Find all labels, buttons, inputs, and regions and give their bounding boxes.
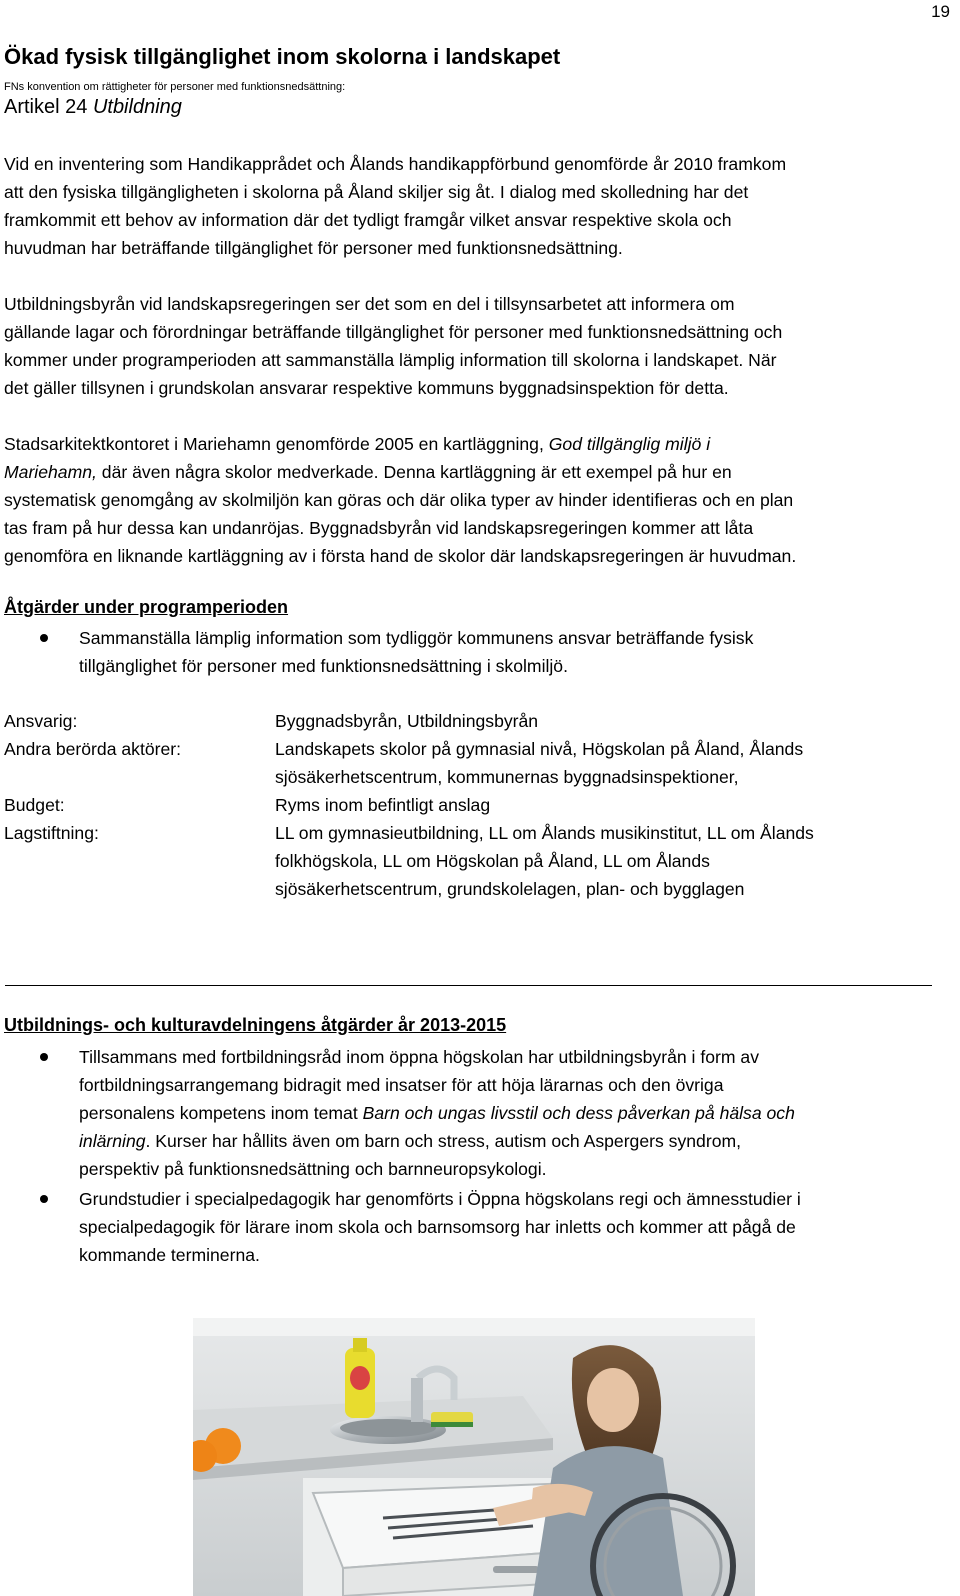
responsibility-table [4, 707, 944, 903]
text-line: Vid en inventering som Handikapprådet och Ålands handikappförbund genomförde år 2010 framkom [4, 154, 787, 174]
text-run: Stadsarkitektkontoret i Mariehamn genomförde 2005 en kartläggning, [4, 434, 549, 454]
paragraph-supervision [4, 290, 944, 402]
andra-label: Andra berörda aktörer: [4, 739, 182, 759]
list-item [0, 1185, 950, 1269]
kitchen-photo-illustration [193, 1318, 755, 1596]
text-line: fortbildningsarrangemang bidragit med insatser för att höja lärarnas och den övriga [79, 1075, 724, 1095]
text-line: folkhögskola, LL om Högskolan på Åland, LL om Ålands [275, 851, 710, 871]
measures-heading: Åtgärder under programperioden [4, 597, 289, 617]
text-line [79, 1127, 950, 1155]
text-line: sjösäkerhetscentrum, kommunernas byggnadsinspektioner, [275, 767, 739, 787]
dept-measures-list [0, 1043, 950, 1269]
text-run: där även några skolor medverkade. Denna kartläggning är ett exempel på hur en [96, 462, 732, 482]
row-andra [4, 735, 944, 791]
text-italic: Mariehamn, [4, 462, 97, 482]
list-item [0, 624, 950, 680]
budget-label: Budget: [4, 795, 65, 815]
page-title: Ökad fysisk tillgänglighet inom skolorna i landskapet [4, 44, 561, 69]
measures-list [0, 624, 950, 680]
article-line [4, 96, 182, 119]
article-prefix: Artikel 24 [4, 96, 93, 118]
text-line: sjösäkerhetscentrum, grundskolelagen, plan- och bygglagen [275, 879, 745, 899]
row-ansvarig [4, 707, 944, 735]
dept-heading: Utbildnings- och kulturavdelningens åtgärder år 2013-2015 [4, 1015, 507, 1035]
list-item [0, 1043, 950, 1183]
text-line: huvudman har beträffande tillgänglighet för personer med funktionsnedsättning. [4, 238, 623, 258]
text-line: Landskapets skolor på gymnasial nivå, Högskolan på Åland, Ålands [275, 739, 804, 759]
text-line: tas fram på hur dessa kan undanröjas. Byggnadsbyrån vid landskapsregeringen kommer att låta [4, 518, 754, 538]
text-line: tillgänglighet för personer med funktionsnedsättning i skolmiljö. [79, 656, 568, 676]
text-line: perspektiv på funktionsnedsättning och barnneuropsykologi. [79, 1159, 547, 1179]
paragraph-mapping [4, 430, 944, 570]
text-line [4, 458, 944, 486]
text-line: kommande terminerna. [79, 1245, 260, 1265]
text-line: Grundstudier i specialpedagogik har genomförts i Öppna högskolans regi och ämnesstudier i [79, 1189, 801, 1209]
text-run: personalens kompetens inom temat [79, 1103, 363, 1123]
text-italic: God tillgänglig miljö i [548, 434, 711, 454]
text-line: Tillsammans med fortbildningsråd inom öppna högskolan har utbildningsbyrån i form av [79, 1047, 759, 1067]
text-line: Utbildningsbyrån vid landskapsregeringen ser det som en del i tillsynsarbetet att informera om [4, 294, 735, 314]
text-line: genomföra en liknande kartläggning av i första hand de skolor där landskapsregeringen är huvudman. [4, 546, 797, 566]
text-run: . Kurser har hållits även om barn och stress, autism och Aspergers syndrom, [145, 1131, 742, 1151]
text-line: specialpedagogik för lärare inom skola och barnsomsorg har inletts och kommer att pågå de [79, 1217, 796, 1237]
lagstiftning-label: Lagstiftning: [4, 823, 99, 843]
text-line: gällande lagar och förordningar beträffande tillgänglighet för personer med funktionsnedsättning och [4, 322, 783, 342]
horizontal-rule [5, 985, 932, 986]
kitchen-photo [193, 1318, 755, 1596]
page-number: 19 [931, 2, 950, 21]
text-line: systematisk genomgång av skolmiljön kan göras och där olika typer av hinder identifieras och en plan [4, 490, 794, 510]
andra-value [275, 735, 944, 791]
row-lagstiftning [4, 819, 944, 903]
text-line [4, 430, 944, 458]
text-line: LL om gymnasieutbildning, LL om Ålands musikinstitut, LL om Ålands [275, 823, 814, 843]
ansvarig-label: Ansvarig: [4, 711, 78, 731]
lagstiftning-value [275, 819, 944, 903]
text-line: det gäller tillsynen i grundskolan ansvarar respektive kommuns byggnadsinspektion för detta. [4, 378, 729, 398]
ansvarig-value: Byggnadsbyrån, Utbildningsbyrån [275, 711, 539, 731]
text-italic: Barn och ungas livsstil och dess påverkan på hälsa och [362, 1103, 795, 1123]
text-line: framkommit ett behov av information där det tydligt framgår vilket ansvar respektive skola och [4, 210, 732, 230]
text-line: Sammanställa lämplig information som tydliggör kommunens ansvar beträffande fysisk [79, 628, 754, 648]
text-line: att den fysiska tillgängligheten i skolorna på Åland skiljer sig åt. I dialog med skolledning har det [4, 182, 749, 202]
text-line: kommer under programperioden att sammanställa lämplig information till skolorna i landskapet. När [4, 350, 777, 370]
budget-value: Ryms inom befintligt anslag [275, 795, 491, 815]
article-name: Utbildning [92, 96, 182, 118]
row-budget [4, 791, 944, 819]
convention-subtitle: FNs konvention om rättigheter för personer med funktionsnedsättning: [4, 81, 346, 93]
text-italic: inlärning [79, 1131, 146, 1151]
text-line [79, 1099, 950, 1127]
paragraph-inventory [4, 150, 944, 262]
